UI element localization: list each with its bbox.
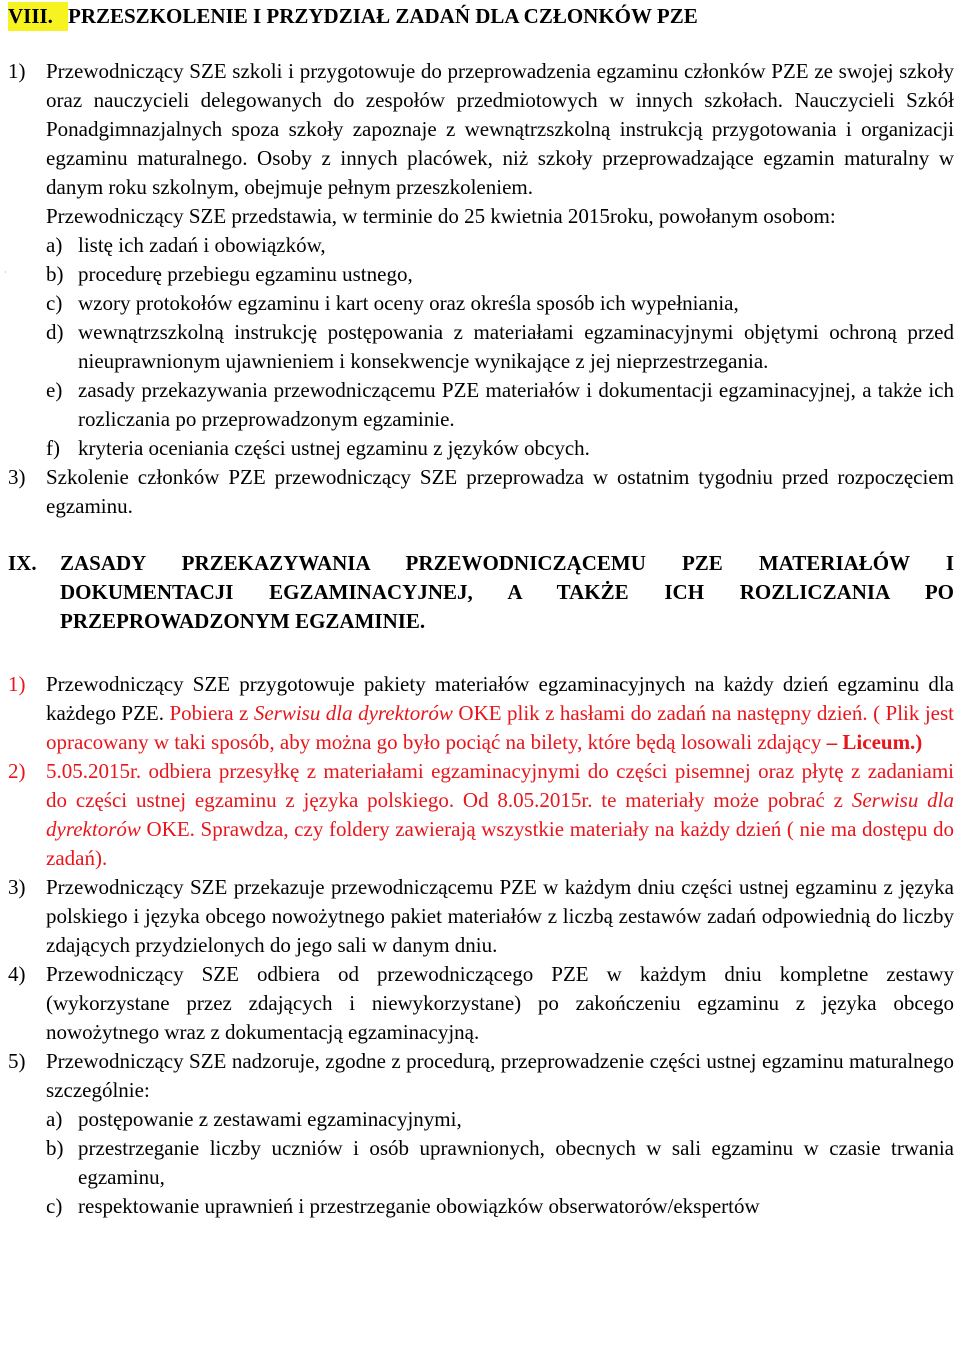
sub-item (46, 376, 954, 434)
item-number: 5) (8, 1049, 26, 1073)
sub-text: listę ich zadań i obowiązków, (78, 233, 326, 257)
sub-letter: b) (46, 1136, 64, 1160)
sub-text: wewnątrzszkolną instrukcję postępowania z materiałami egzaminacyjnymi objętymi ochroną przed nieuprawnionym ujawnieniem i konsekwencje wynikające z jej nieprzestrzegania. (78, 320, 954, 373)
item-text (46, 670, 954, 757)
sub-item (46, 1134, 954, 1192)
section-9-heading (8, 549, 954, 636)
sub-list (46, 1105, 954, 1221)
item-text: Przewodniczący SZE nadzoruje, zgodne z procedurą, przeprowadzenie części ustnej egzaminu maturalnego szczególnie: (46, 1049, 954, 1102)
section-title: PRZESZKOLENIE I PRZYDZIAŁ ZADAŃ DLA CZŁONKÓW PZE (68, 4, 698, 28)
list-item (8, 57, 954, 202)
sub-item (46, 318, 954, 376)
sub-text: procedurę przebiegu egzaminu ustnego, (78, 262, 413, 286)
red-text: 5.05.2015r. odbiera przesyłkę z materiałami egzaminacyjnymi do części pisemnej oraz płytę z zadaniami do części ustnej egzaminu z języka polskiego. Od 8.05.2015r. te materiały może pobrać z (46, 759, 954, 812)
sub-item (46, 289, 954, 318)
section-number: VIII. (8, 2, 68, 31)
red-bold-text: – Liceum.) (826, 730, 923, 754)
item-number: 4) (8, 962, 26, 986)
red-italic-text: Serwisu dla dyrektorów (253, 701, 453, 725)
list-item (8, 463, 954, 521)
item-text: Przewodniczący SZE przedstawia, w terminie do 25 kwietnia 2015roku, powołanym osobom: (46, 204, 836, 228)
sub-letter: b) (46, 262, 64, 286)
list-item (8, 873, 954, 960)
item-number: 3) (8, 875, 26, 899)
list-item (8, 202, 954, 231)
text-span: Przewodniczący SZE przygotowuje pakiety materiałów egzaminacyjnych na każdy dzień egzaminu dla każdego PZE. (46, 672, 954, 725)
sub-item (46, 1105, 954, 1134)
item-number: 1) (8, 672, 26, 696)
red-text: OKE. Sprawdza, czy foldery zawierają wszystkie materiały na każdy dzień ( nie ma dostępu do zadań). (46, 817, 954, 870)
list-item (8, 1047, 954, 1105)
sub-letter: c) (46, 291, 63, 315)
list-item (8, 960, 954, 1047)
sub-text: przestrzeganie liczby uczniów i osób uprawnionych, obecnych w sali egzaminu w czasie trwania egzaminu, (78, 1136, 954, 1189)
sub-letter: f) (46, 436, 60, 460)
red-text: OKE plik z hasłami do zadań na następny dzień. ( Plik jest opracowany w taki sposób, aby można go było pociąć na bilety, które będą losowali zdający (46, 701, 954, 754)
sub-text: wzory protokołów egzaminu i kart oceny oraz określa sposób ich wypełniania, (78, 291, 739, 315)
red-italic-text: Serwisu dla dyrektorów (46, 788, 954, 841)
section-8-heading (8, 2, 954, 31)
sub-list (46, 231, 954, 463)
section-number: IX. (8, 551, 37, 575)
list-item (8, 757, 954, 873)
list-item (8, 670, 954, 757)
item-text: Przewodniczący SZE odbiera od przewodniczącego PZE w każdym dniu kompletne zestawy (wykorzystane przez zdających i niewykorzystane) po zakończeniu egzaminu z języka obcego nowożytnego wraz z dokumentacją egzaminacyjną. (46, 962, 954, 1044)
sub-item (46, 231, 954, 260)
item-text: Przewodniczący SZE szkoli i przygotowuje do przeprowadzenia egzaminu członków PZE ze swojej szkoły oraz nauczycieli delegowanych do zespołów przedmiotowych w innych szkołach. Nauczycieli Szkół Ponadgimnazjalnych spoza szkoły zapoznaje z wewnątrzszkolną instrukcją przygotowania i organizacji egzaminu maturalnego. Osoby z innych placówek, niż szkoły przeprowadzające egzamin maturalny w danym roku szkolnym, obejmuje pełnym przeszkoleniem. (46, 59, 954, 199)
sub-letter: a) (46, 1107, 63, 1131)
sub-text: kryteria oceniania części ustnej egzaminu z języków obcych. (78, 436, 590, 460)
sub-letter: a) (46, 233, 63, 257)
red-text: Pobiera z (169, 701, 254, 725)
item-text: Szkolenie członków PZE przewodniczący SZE przeprowadza w ostatnim tygodniu przed rozpoczęciem egzaminu. (46, 465, 954, 518)
sub-item (46, 434, 954, 463)
sub-text: postępowanie z zestawami egzaminacyjnymi, (78, 1107, 462, 1131)
item-number: 1) (8, 59, 26, 83)
sub-text: zasady przekazywania przewodniczącemu PZE materiałów i dokumentacji egzaminacyjnej, a także ich rozliczania po przeprowadzonym egzaminie. (78, 378, 954, 431)
section-title: ZASADY PRZEKAZYWANIA PRZEWODNICZĄCEMU PZE MATERIAŁÓW I DOKUMENTACJI EGZAMINACYJNEJ, A TAKŻE ICH ROZLICZANIA PO PRZEPROWADZONYM EGZAMINIE. (60, 551, 954, 633)
stray-mark: · (4, 268, 7, 277)
item-number: 2) (8, 759, 26, 783)
item-text: Przewodniczący SZE przekazuje przewodniczącemu PZE w każdym dniu części ustnej egzaminu z języka polskiego i języka obcego nowożytnego pakiet materiałów z liczbą zestawów zadań odpowiednią do liczby zdających przydzielonych do jego sali w danym dniu. (46, 875, 954, 957)
item-number (8, 202, 46, 231)
sub-letter: c) (46, 1194, 63, 1218)
sub-item (46, 260, 954, 289)
sub-letter: e) (46, 378, 63, 402)
item-number: 3) (8, 465, 26, 489)
sub-text: respektowanie uprawnień i przestrzeganie obowiązków obserwatorów/ekspertów (78, 1194, 760, 1218)
sub-letter: d) (46, 320, 64, 344)
sub-item (46, 1192, 954, 1221)
item-text (46, 757, 954, 873)
